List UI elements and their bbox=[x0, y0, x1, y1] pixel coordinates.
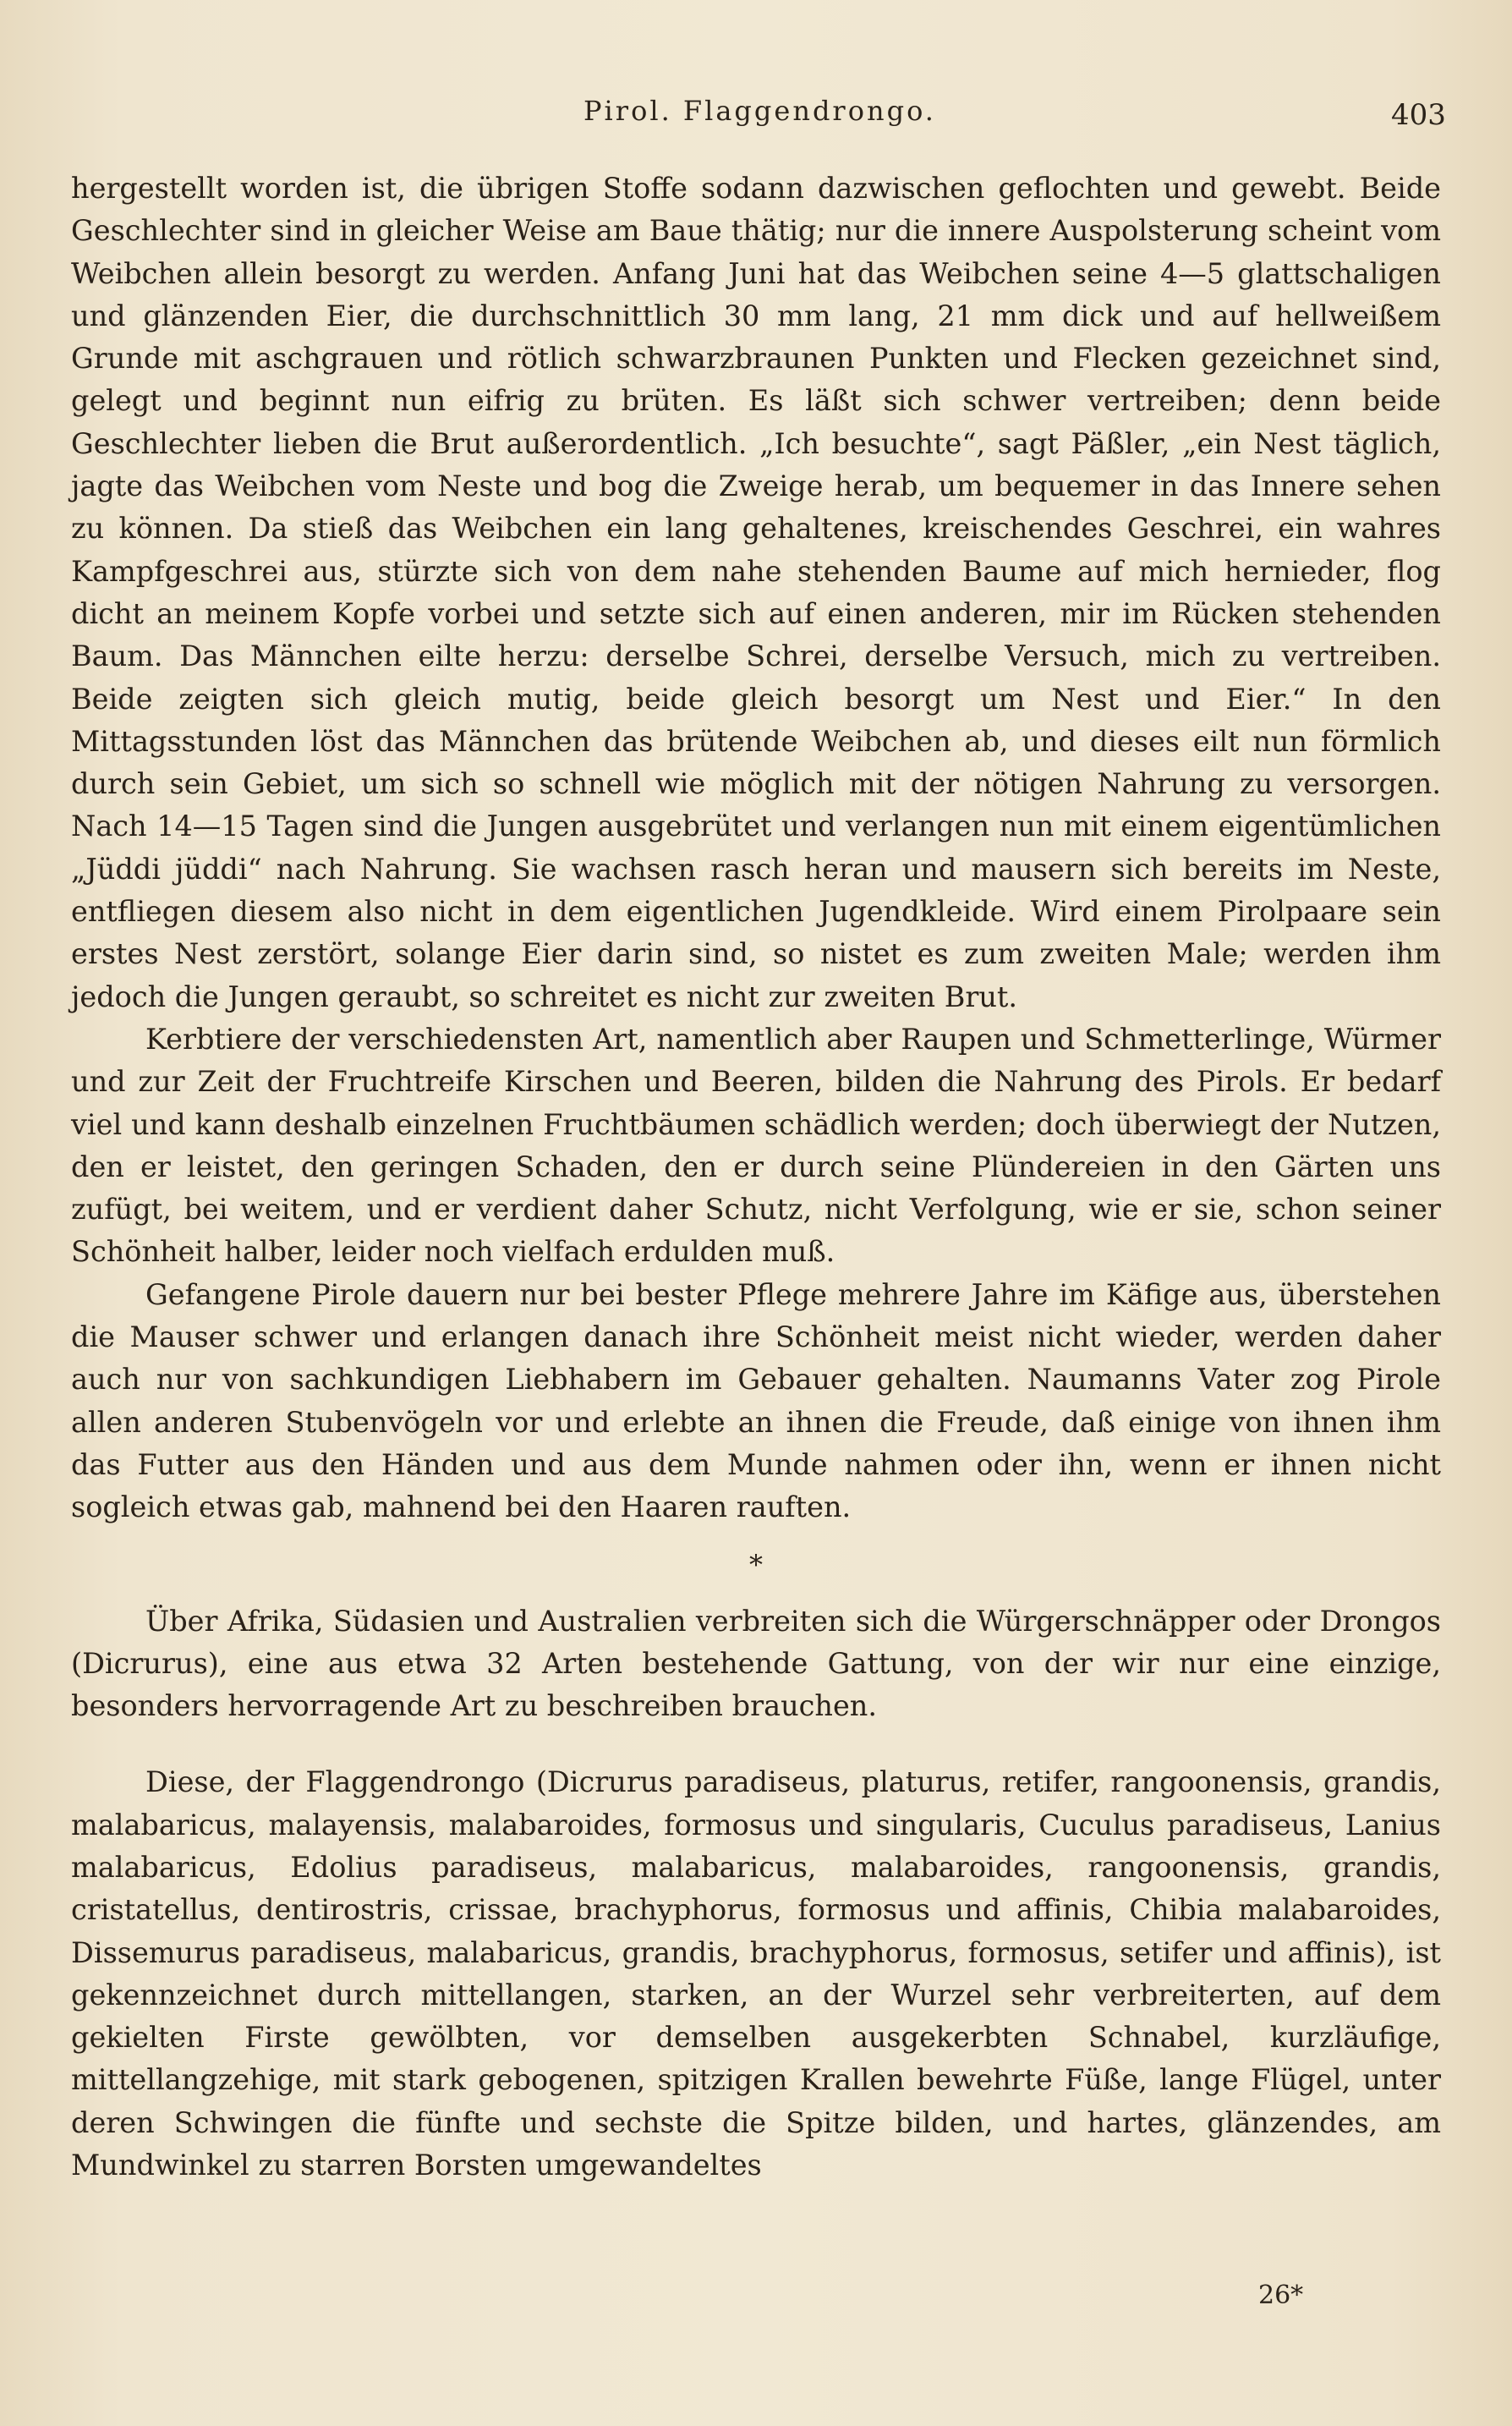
paragraph-breeding: hergestellt worden ist, die übrigen Stoffe sodann dazwischen geflochten und gewebt. Beide Geschlechter sind in gleicher Weise am Baue thätig; nur die innere Auspolsterung scheint vom Weibchen allein besorgt zu werden. Anfang Juni hat das Weibchen seine 4—5 glattschaligen und glänzenden Eier, die durchschnittlich 30 mm lang, 21 mm dick und auf hellweißem Grunde mit aschgrauen und rötlich schwarzbraunen Punkten und Flecken gezeichnet sind, gelegt und beginnt nun eifrig zu brüten. Es läßt sich schwer vertreiben; denn beide Geschlechter lieben die Brut außerordentlich. „Ich besuchte“, sagt Päßler, „ein Nest täglich, jagte das Weibchen vom Neste und bog die Zweige herab, um bequemer in das Innere sehen zu können. Da stieß das Weibchen ein lang gehaltenes, kreischendes Geschrei, ein wahres Kampfgeschrei aus, stürzte sich von dem nahe stehenden Baume auf mich hernieder, flog dicht an meinem Kopfe vorbei und setzte sich auf einen anderen, mir im Rücken stehenden Baum. Das Männchen eilte herzu: derselbe Schrei, derselbe Versuch, mich zu vertreiben. Beide zeigten sich gleich mutig, beide gleich besorgt um Nest und Eier.“ In den Mittagsstunden löst das Männchen das brütende Weibchen ab, und dieses eilt nun förmlich durch sein Gebiet, um sich so schnell wie möglich mit der nötigen Nahrung zu versorgen. Nach 14—15 Tagen sind die Jungen ausgebrütet und verlangen nun mit einem eigentümlichen „Jüddi jüddi“ nach Nahrung. Sie wachsen rasch heran und mausern sich bereits im Neste, entfliegen diesem also nicht in dem eigentlichen Jugendkleide. Wird einem Pirolpaare sein erstes Nest zerstört, solange Eier darin sind, so nistet es zum zweiten Male; werden ihm jedoch die Jungen geraubt, so schreitet es nicht zur zweiten Brut. bbox=[71, 172, 1441, 1013]
paragraph-food: Kerbtiere der verschiedensten Art, namentlich aber Raupen und Schmetterlinge, Würmer und zur Zeit der Fruchtreife Kirschen und Beeren, bilden die Nahrung des Pirols. Er bedarf viel und kann deshalb einzelnen Fruchtbäumen schädlich werden; doch überwiegt der Nutzen, den er leistet, den geringen Schaden, den er durch seine Plündereien in den Gärten uns zufügt, bei weitem, und er verdient daher Schutz, nicht Verfolgung, wie er sie, schon seiner Schönheit halber, leider noch vielfach erdulden muß. bbox=[71, 1022, 1441, 1269]
section-gap bbox=[71, 1727, 1441, 1761]
running-title: Pirol. Flaggendrongo. bbox=[583, 95, 936, 127]
page-header bbox=[0, 95, 1512, 145]
paragraph-flaggendrongo: Diese, der Flaggendrongo (Dicrurus paradiseus, platurus, retifer, rangoonensis, grandis, malabaricus, malayensis, malabaroides, formosus und singularis, Cuculus paradiseus, Lanius malabaricus, Edolius paradiseus, malabaricus, malabaroides, rangoonensis, grandis, cristatellus, dentirostris, crissae, brachyphorus, formosus und affinis, Chibia malabaroides, Dissemurus paradiseus, malabaricus, grandis, brachyphorus, formosus, setifer und affinis), ist gekennzeichnet durch mittellangen, starken, an der Wurzel sehr verbreiterten, auf dem gekielten Firste gewölbten, vor demselben ausgekerbten Schnabel, kurzläufige, mittellangzehige, mit stark gebogenen, spitzigen Krallen bewehrte Füße, lange Flügel, unter deren Schwingen die fünfte und sechste die Spitze bilden, und hartes, glänzendes, am Mundwinkel zu starren Borsten umgewandeltes bbox=[71, 1765, 1441, 2182]
paragraph-captivity: Gefangene Pirole dauern nur bei bester Pflege mehrere Jahre im Käfige aus, überstehen die Mauser schwer und erlangen danach ihre Schönheit meist nicht wieder, werden daher auch nur von sachkundigen Liebhabern im Gebauer gehalten. Naumanns Vater zog Pirole allen anderen Stubenvögeln vor und erlebte an ihnen die Freude, daß einige von ihnen ihm das Futter aus den Händen und aus dem Munde nahmen oder ihn, wenn er ihnen nicht sogleich etwas gab, mahnend bei den Haaren rauften. bbox=[71, 1277, 1441, 1524]
section-separator: * bbox=[749, 1548, 763, 1581]
paragraph-drongos-intro: Über Afrika, Südasien und Australien verbreiten sich die Würgerschnäpper oder Drongos (Dicrurus), eine aus etwa 32 Arten bestehende Gattung, von der wir nur eine einzige, besonders hervorragende Art zu beschreiben brauchen. bbox=[71, 1604, 1441, 1723]
page-number: 403 bbox=[1391, 98, 1446, 132]
printer-signature: 26* bbox=[1258, 2281, 1304, 2310]
body-text bbox=[71, 167, 1441, 2187]
